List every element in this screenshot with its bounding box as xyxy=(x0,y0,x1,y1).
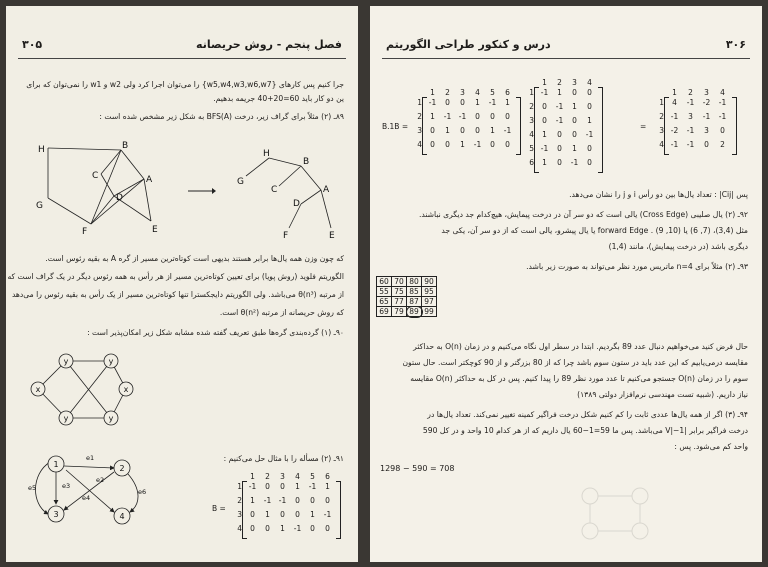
text-line: ۸۹ـ (۲) مثلاً برای گراف زیر، درخت BFS(A) به شکل زیر مشخص شده است : xyxy=(99,112,344,121)
matrix-column-header: 6 xyxy=(325,472,330,481)
text-line: مثل (3,4)، (7, 6) یا (10, 9) . forward Edge یا یال پیشرو، یالی است که از دو سر آن، یکی جد xyxy=(441,226,748,235)
text-line: ۹۲ـ (۲) یال صلیبی (Cross Edge) یالی است که دو سر آن در درخت پیمایش، هیچ‌کدام جد دیگری نباشند. xyxy=(418,210,748,219)
matrix-cell: -2 xyxy=(702,98,711,107)
matrix-cell: -1 xyxy=(540,144,549,153)
matrix-cell: 1 xyxy=(250,496,255,505)
tree-node-label: H xyxy=(263,149,270,159)
equals-sign: = xyxy=(640,122,647,131)
right-page-header xyxy=(382,36,750,59)
tree-node-label: A xyxy=(323,185,330,195)
graph-node-label: y xyxy=(108,357,114,366)
matrix-cell: 0 xyxy=(430,126,435,135)
matrix-cell: 0 xyxy=(250,524,255,533)
matrix-cell: 0 xyxy=(280,482,285,491)
matrix-cell: 1 xyxy=(475,98,480,107)
bipartite-graph-figure xyxy=(26,346,136,436)
matrix-equation xyxy=(378,78,758,178)
matrix-cell: 0 xyxy=(475,126,480,135)
text-line: ۹۳ـ (۲) مثلاً برای n=4 ماتریس مورد نظر می‌تواند به صورت زیر باشد. xyxy=(526,262,748,271)
matrix-column-header: 2 xyxy=(557,78,562,87)
matrix-row-header: 4 xyxy=(529,130,534,139)
matrix-row-header: 5 xyxy=(529,144,534,153)
matrix-cell: 1 xyxy=(587,116,592,125)
matrix-column-header: 1 xyxy=(430,88,435,97)
matrix-cell: 0 xyxy=(265,482,270,491)
matrix-row-header: 3 xyxy=(659,126,664,135)
matrix-cell: 0 xyxy=(445,140,450,149)
table-cell: 95 xyxy=(422,287,437,297)
matrix-cell: -1 xyxy=(248,482,257,491)
graph-node-label: x xyxy=(123,385,129,394)
matrix-row-header: 6 xyxy=(529,158,534,167)
matrix-column-header: 4 xyxy=(475,88,480,97)
matrix-row-header: 2 xyxy=(237,496,242,505)
matrix-cell: -1 xyxy=(570,158,579,167)
matrix-column-header: 4 xyxy=(720,88,725,97)
matrix-cell: 0 xyxy=(490,140,495,149)
table-cell: 97 xyxy=(422,297,437,307)
edge-label: e3 xyxy=(62,482,71,490)
matrix-column-header: 1 xyxy=(542,78,547,87)
graph-node-label: B xyxy=(122,141,129,151)
matrix-cell: 0 xyxy=(542,102,547,111)
matrix-row-header: 1 xyxy=(237,482,242,491)
bfs-graph-figure xyxy=(26,136,176,236)
table-row xyxy=(377,297,437,307)
right-page xyxy=(370,6,762,562)
matrix-bracket-right xyxy=(732,97,737,155)
matrix-cell: -1 xyxy=(263,496,272,505)
text-line: واحد کم می‌شود. پس : xyxy=(674,442,748,451)
tree-node-label: G xyxy=(237,177,244,187)
matrix-column-header: 5 xyxy=(490,88,495,97)
tree-node-label: E xyxy=(329,231,335,241)
text-line: که چون وزن همه یال‌ها برابر هستند بدیهی است کوتاه‌ترین مسیر از گره A به بقیه رئوس است. xyxy=(45,254,344,263)
matrix-cell: -1 xyxy=(308,482,317,491)
matrix-column-header: 3 xyxy=(280,472,285,481)
book-title: درس و کنکور طراحی الگوریتم xyxy=(386,38,551,51)
matrix-cell: 1 xyxy=(310,510,315,519)
matrix-cell: 0 xyxy=(460,98,465,107)
table-row xyxy=(377,277,437,287)
matrix-cell: -1 xyxy=(540,88,549,97)
graph-node-label: A xyxy=(146,175,153,185)
matrix-cell: 1 xyxy=(542,130,547,139)
matrix-cell: 0 xyxy=(587,88,592,97)
matrix-cell: 0 xyxy=(295,496,300,505)
tree-node-label: C xyxy=(271,185,278,195)
table-cell: 70 xyxy=(392,277,407,287)
matrix-cell: 1 xyxy=(505,98,510,107)
matrix-cell: 0 xyxy=(557,158,562,167)
matrix-cell: 0 xyxy=(587,144,592,153)
matrix-cell: -1 xyxy=(686,98,695,107)
text-line: ۹۰ـ (۱) گرده‌بندی گره‌ها طبق تعریف گفته شده مشابه شکل زیر امکان‌پذیر است : xyxy=(87,328,344,337)
matrix-cell: 1 xyxy=(542,158,547,167)
matrix-row-header: 3 xyxy=(237,510,242,519)
matrix-cell: 0 xyxy=(572,88,577,97)
matrix-cell: 0 xyxy=(430,140,435,149)
page-number: ۳۰۵ xyxy=(22,38,43,51)
matrix-cell: 0 xyxy=(505,140,510,149)
table-cell: 87 xyxy=(407,297,422,307)
graph-node-label: E xyxy=(152,225,158,235)
graph-node-label: y xyxy=(63,414,69,423)
matrix-row-header: 1 xyxy=(659,98,664,107)
matrix-cell: 1 xyxy=(490,126,495,135)
matrix-cell: 0 xyxy=(265,524,270,533)
matrix-cell: 0 xyxy=(490,112,495,121)
matrix-column-header: 2 xyxy=(265,472,270,481)
table-row xyxy=(377,287,437,297)
matrix-cell: 0 xyxy=(445,98,450,107)
matrix-cell: 0 xyxy=(325,524,330,533)
matrix-row-header: 1 xyxy=(529,88,534,97)
matrix-cell: 1 xyxy=(280,524,285,533)
table-cell: 69 xyxy=(377,307,392,317)
matrix-cell: -1 xyxy=(473,140,482,149)
matrix-cell: -1 xyxy=(488,98,497,107)
text-line: ۹۴ـ (۳) اگر از همه یال‌ها عددی ثابت را کم کنیم شکل درخت فراگیر کمینه تغییر نمی‌کند. تعداد یال‌ها در xyxy=(427,410,748,419)
matrix-column-header: 3 xyxy=(460,88,465,97)
matrix-cell: 0 xyxy=(505,112,510,121)
table-cell: 77 xyxy=(392,297,407,307)
matrix-column-header: 2 xyxy=(445,88,450,97)
matrix-cell: -1 xyxy=(670,112,679,121)
graph-node-label: 2 xyxy=(119,464,125,473)
matrix-cell: 0 xyxy=(572,116,577,125)
matrix-column-header: 4 xyxy=(587,78,592,87)
text-line: الگوریتم فلوید (روش پویا) برای تعیین کوتاه‌ترین مسیر از هر رأس به همه رئوس دیگر در یک گراف است که xyxy=(7,272,344,281)
matrix-cell: 3 xyxy=(704,126,709,135)
matrix-column-header: 2 xyxy=(688,88,693,97)
matrix-cell: 0 xyxy=(295,510,300,519)
table-row xyxy=(377,307,437,317)
matrix-cell: -1 xyxy=(443,112,452,121)
tree-node-label: F xyxy=(283,231,289,241)
text-line: که روش حریصانه از مرتبه θ(n²) است. xyxy=(219,308,344,317)
table-cell: 85 xyxy=(407,287,422,297)
matrix-cell: -1 xyxy=(428,98,437,107)
table-cell: 99 xyxy=(422,307,437,317)
matrix-cell: 1 xyxy=(572,144,577,153)
graph-node-label: G xyxy=(36,201,43,211)
matrix-cell: 0 xyxy=(572,130,577,139)
tree-node-label: B xyxy=(303,157,310,167)
page-number: ۳۰۶ xyxy=(725,38,746,51)
graph-node-label: F xyxy=(82,227,88,237)
matrix-cell: -1 xyxy=(585,130,594,139)
left-page xyxy=(6,6,358,562)
graph-node-label: y xyxy=(108,414,114,423)
matrix-cell: -1 xyxy=(458,112,467,121)
edge-label: e4 xyxy=(82,494,91,502)
text-line: سوم را در زمان O(n) جستجو می‌کنیم تا عدد مورد نظر 89 را پیدا کنیم. پس در کل به حداکثر O(n) مقایسه xyxy=(410,374,748,383)
matrix-cell: 0 xyxy=(720,126,725,135)
graph-node-label: 3 xyxy=(53,510,59,519)
matrix-bracket-right xyxy=(516,97,521,155)
bleed-through-figure xyxy=(570,476,660,546)
text-line: حال فرض کنید می‌خواهیم دنبال عدد 89 بگردیم. ابتدا در سطر اول نگاه می‌کنیم و در زمان O(n) به حداکثر xyxy=(413,342,748,351)
table-cell: 79 xyxy=(392,307,407,317)
matrix-cell: -1 xyxy=(555,102,564,111)
matrix-cell: -1 xyxy=(686,126,695,135)
matrix-cell: -1 xyxy=(702,112,711,121)
matrix-cell: 0 xyxy=(310,524,315,533)
matrix-column-header: 1 xyxy=(250,472,255,481)
table-cell: 89 xyxy=(407,307,422,317)
matrix-column-header: 3 xyxy=(704,88,709,97)
matrix-cell: 1 xyxy=(572,102,577,111)
edge-label: e1 xyxy=(86,454,95,462)
edge-label: e6 xyxy=(138,488,147,496)
matrix-row-header: 2 xyxy=(417,112,422,121)
text-line: ۹۱ـ (۲) مسأله را با مثال حل می‌کنیم : xyxy=(223,454,344,463)
table-cell: 55 xyxy=(377,287,392,297)
table-cell: 60 xyxy=(377,277,392,287)
matrix-cell: -2 xyxy=(670,126,679,135)
matrix-cell: -1 xyxy=(686,140,695,149)
matrix-label: B = xyxy=(212,504,226,513)
matrix-row-header: 4 xyxy=(417,140,422,149)
matrix-cell: -1 xyxy=(670,140,679,149)
matrix-label: B.1B = xyxy=(382,122,409,131)
matrix-cell: 0 xyxy=(250,510,255,519)
matrix-cell: 1 xyxy=(295,482,300,491)
table-cell: 90 xyxy=(422,277,437,287)
matrix-cell: 0 xyxy=(310,496,315,505)
matrix-cell: 0 xyxy=(704,140,709,149)
graph-node-label: H xyxy=(38,145,45,155)
matrix-cell: 0 xyxy=(587,158,592,167)
matrix-cell: 1 xyxy=(265,510,270,519)
matrix-column-header: 5 xyxy=(310,472,315,481)
text-line: مقایسه درمی‌یابیم که این عدد باید در ستون سوم باشد چرا که از 80 بزرگتر و از 90 کوچکتر است. حال ستون xyxy=(402,358,748,367)
text-line: دیگری باشد (در درخت پیمایش)، مانند (1,4) xyxy=(608,242,748,251)
matrix-column-header: 3 xyxy=(572,78,577,87)
graph-node-label: 1 xyxy=(53,460,59,469)
text-line: ین دو کار باید 60=20+40 جریمه بدهیم. xyxy=(213,94,344,103)
text-line: درخت فراگیر برابر |V|−1 می‌باشد. پس ما 59=1−60 یال داریم که از هر کدام 10 واحد و در کل 590 xyxy=(422,426,748,435)
matrix-row-header: 3 xyxy=(529,116,534,125)
matrix-cell: 3 xyxy=(688,112,693,121)
matrix-column-header: 1 xyxy=(672,88,677,97)
directed-graph-figure xyxy=(26,444,146,529)
matrix-cell: -1 xyxy=(555,116,564,125)
matrix-row-header: 4 xyxy=(237,524,242,533)
text-line: از مرتبه θ(n³) می‌باشد. ولی الگوریتم دایجکسترا تنها کوتاه‌ترین مسیر از یک رأس به بقیه رئوس را می‌دهد xyxy=(11,290,344,299)
matrix-row-header: 2 xyxy=(659,112,664,121)
tree-node-label: D xyxy=(293,199,300,209)
matrix-cell: 0 xyxy=(280,510,285,519)
matrix-row-header: 1 xyxy=(417,98,422,107)
matrix-cell: -1 xyxy=(718,112,727,121)
table-cell: 65 xyxy=(377,297,392,307)
matrix-column-header: 4 xyxy=(295,472,300,481)
matrix-cell: 0 xyxy=(557,130,562,139)
incidence-matrix xyxy=(212,472,342,544)
table-cell: 75 xyxy=(392,287,407,297)
arrow-icon xyxy=(186,186,216,196)
matrix-cell: 0 xyxy=(460,126,465,135)
edge-label: e2 xyxy=(96,476,105,484)
table-cell: 80 xyxy=(407,277,422,287)
matrix-row-header: 2 xyxy=(529,102,534,111)
matrix-cell: 4 xyxy=(672,98,677,107)
matrix-cell: 0 xyxy=(587,102,592,111)
matrix-bracket-right xyxy=(336,481,341,539)
matrix-cell: 1 xyxy=(325,482,330,491)
result-expression: 1298 − 590 = 708 xyxy=(380,464,455,473)
matrix-cell: -1 xyxy=(503,126,512,135)
graph-node-label: y xyxy=(63,357,69,366)
left-page-header xyxy=(18,36,346,59)
matrix-cell: 1 xyxy=(557,88,562,97)
sorted-matrix-table xyxy=(376,276,437,317)
matrix-cell: 0 xyxy=(325,496,330,505)
matrix-cell: -1 xyxy=(278,496,287,505)
matrix-row-header: 4 xyxy=(659,140,664,149)
matrix-cell: -1 xyxy=(718,98,727,107)
text-line: جرا کنیم پس کارهای {w5,w4,w3,w6,w7} را می‌توان اجرا کرد ولی w2 و w1 را نمی‌توان که برای xyxy=(26,80,344,89)
matrix-cell: 0 xyxy=(542,116,547,125)
matrix-cell: 0 xyxy=(475,112,480,121)
chapter-title: فصل پنجم - روش حریصانه xyxy=(196,38,342,51)
text-line: نیاز داریم. (شبیه تست مهندسی نرم‌افزار دولتی ۱۳۸۹) xyxy=(577,390,748,399)
matrix-cell: 1 xyxy=(430,112,435,121)
matrix-bracket-right xyxy=(598,87,603,173)
graph-node-label: x xyxy=(35,385,41,394)
matrix-cell: 1 xyxy=(460,140,465,149)
bfs-tree-figure xyxy=(231,146,351,241)
matrix-cell: -1 xyxy=(293,524,302,533)
edge-label: e5 xyxy=(28,484,37,492)
matrix-row-header: 3 xyxy=(417,126,422,135)
text-line: پس |Cij| : تعداد یال‌ها بین دو رأس i و j را نشان می‌دهد. xyxy=(569,190,748,199)
graph-node-label: 4 xyxy=(119,512,125,521)
matrix-cell: 2 xyxy=(720,140,725,149)
matrix-column-header: 6 xyxy=(505,88,510,97)
matrix-cell: 0 xyxy=(557,144,562,153)
matrix-cell: 1 xyxy=(445,126,450,135)
graph-node-label: C xyxy=(92,171,99,181)
graph-node-label: D xyxy=(116,193,123,203)
matrix-cell: -1 xyxy=(323,510,332,519)
